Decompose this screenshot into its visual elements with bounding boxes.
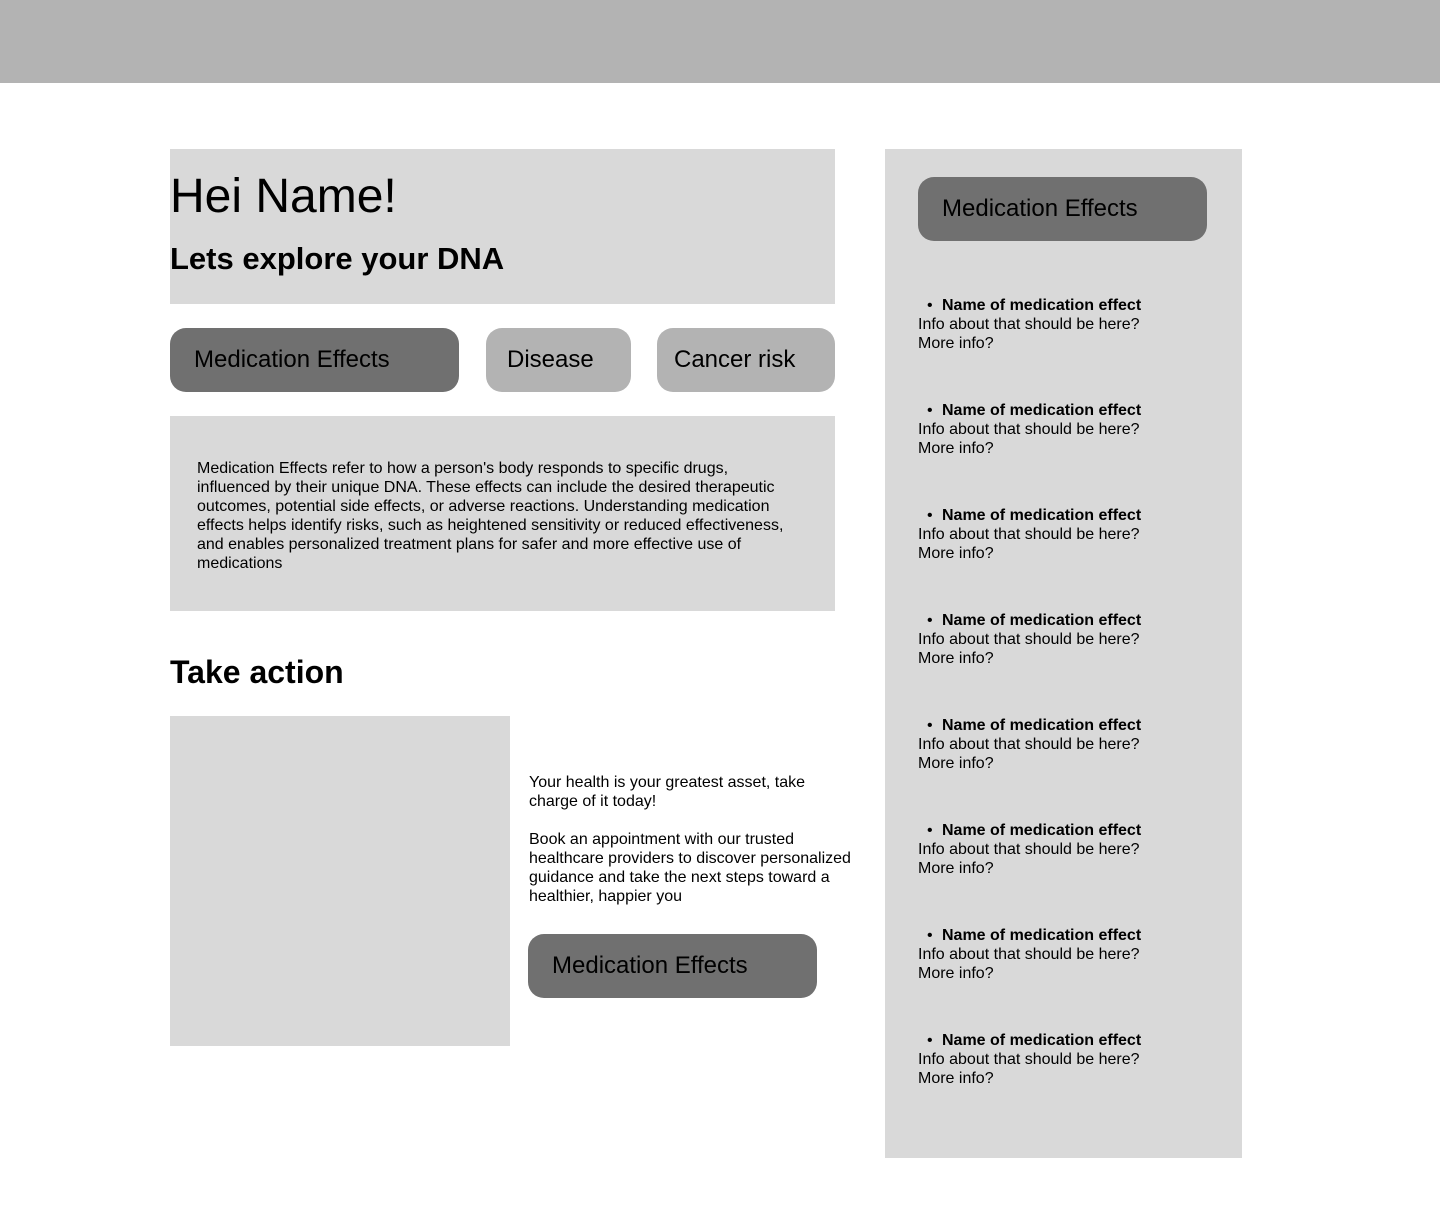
list-item [918, 506, 1228, 611]
tab-disease[interactable]: Disease [486, 328, 631, 392]
list-item [918, 401, 1228, 506]
more-info-link[interactable]: More info? [918, 545, 994, 562]
effect-info: Info about that should be here? [918, 1051, 1140, 1068]
top-bar [0, 0, 1440, 83]
take-action-button[interactable]: Medication Effects [528, 934, 817, 998]
greeting-banner [170, 149, 835, 304]
effect-name: • Name of medication effect [918, 401, 1228, 420]
list-item [918, 716, 1228, 821]
effect-name: • Name of medication effect [918, 506, 1228, 525]
page-title: Hei Name! [170, 170, 397, 223]
more-info-link[interactable]: More info? [918, 1070, 994, 1087]
list-item [918, 611, 1228, 716]
effect-info: Info about that should be here? [918, 421, 1140, 438]
effect-info: Info about that should be here? [918, 316, 1140, 333]
list-item [918, 1031, 1228, 1136]
effect-name: • Name of medication effect [918, 716, 1228, 735]
sidebar [885, 149, 1242, 1158]
list-item [918, 296, 1228, 401]
tab-cancer-risk[interactable]: Cancer risk [657, 328, 835, 392]
take-action-intro: Your health is your greatest asset, take charge of it today! [529, 774, 806, 810]
effect-name: • Name of medication effect [918, 926, 1228, 945]
effect-name: • Name of medication effect [918, 611, 1228, 630]
more-info-link[interactable]: More info? [918, 965, 994, 982]
sidebar-medication-effects-button[interactable]: Medication Effects [918, 177, 1207, 241]
effect-name: • Name of medication effect [918, 821, 1228, 840]
list-item [918, 926, 1228, 1031]
page-subtitle: Lets explore your DNA [170, 241, 505, 276]
effect-info: Info about that should be here? [918, 631, 1140, 648]
more-info-link[interactable]: More info? [918, 860, 994, 877]
tab-medication-effects[interactable]: Medication Effects [170, 328, 459, 392]
more-info-link[interactable]: More info? [918, 650, 994, 667]
take-action-text [529, 773, 851, 906]
description-text: Medication Effects refer to how a person's body responds to specific drugs, influenced by their unique DNA. These effects can include the desired therapeutic outcomes, potential side effects, or adverse reactions. Understanding medication effects helps identify risks, such as heightened sensitivity or reduced effectiveness, and enables personalized treatment plans for safer and more effective use of medications [197, 460, 784, 572]
take-action-title: Take action [170, 654, 344, 690]
more-info-link[interactable]: More info? [918, 755, 994, 772]
take-action-details: Book an appointment with our trusted healthcare providers to discover personalized guidance and take the next steps toward a healthier, happier you [529, 831, 851, 905]
description-panel [170, 416, 835, 611]
effect-info: Info about that should be here? [918, 526, 1140, 543]
effect-name: • Name of medication effect [918, 1031, 1228, 1050]
more-info-link[interactable]: More info? [918, 440, 994, 457]
effect-info: Info about that should be here? [918, 736, 1140, 753]
effect-name: • Name of medication effect [918, 296, 1228, 315]
more-info-link[interactable]: More info? [918, 335, 994, 352]
medication-effects-list [918, 296, 1228, 1136]
effect-info: Info about that should be here? [918, 946, 1140, 963]
image-placeholder [170, 716, 510, 1046]
list-item [918, 821, 1228, 926]
effect-info: Info about that should be here? [918, 841, 1140, 858]
